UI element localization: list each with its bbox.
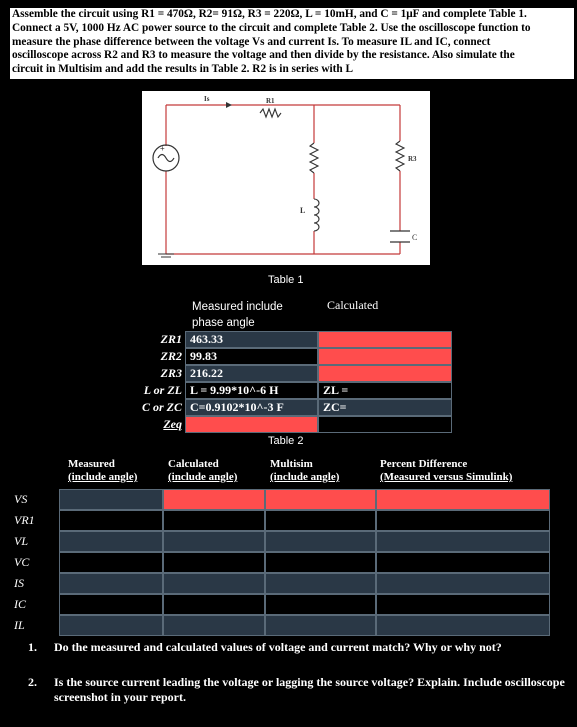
table2-header-measured: [68, 458, 137, 484]
table2-cell[interactable]: [265, 510, 376, 531]
header-line: Percent Difference: [380, 458, 468, 470]
table2-header-percent-difference: [380, 458, 512, 484]
table1-value-measured: 99.83: [190, 349, 217, 363]
table2-cell[interactable]: [163, 510, 265, 531]
instructions-paragraph: [10, 8, 574, 79]
resistor-r3-icon: [396, 141, 404, 171]
table2-row-label: IS: [14, 576, 24, 590]
table2-cell[interactable]: [376, 531, 550, 552]
table1-row-label: C or ZC: [141, 400, 182, 414]
table2-cell[interactable]: [163, 552, 265, 573]
table2-row-label: VC: [14, 555, 30, 569]
table2-cell[interactable]: [59, 615, 163, 636]
table1-value-measured: 463.33: [190, 332, 223, 346]
table2-cell[interactable]: [376, 489, 550, 510]
table1-caption: Table 1: [268, 274, 304, 286]
table2-row-label: IL: [14, 618, 25, 632]
label-r3: R3: [408, 155, 417, 163]
table2-cell[interactable]: [265, 594, 376, 615]
header-line: (include angle): [68, 471, 138, 483]
table2-cell[interactable]: [376, 594, 550, 615]
table1-cell-calculated[interactable]: [318, 416, 452, 433]
table2-cell[interactable]: [376, 552, 550, 573]
table1-row-label: ZR3: [160, 366, 182, 380]
circuit-schematic: [142, 91, 430, 265]
question-number: 1.: [28, 640, 37, 654]
label-is: Is: [204, 95, 210, 103]
table1-value-measured: 216.22: [190, 366, 223, 380]
table1-value-calculated: ZC=: [323, 400, 347, 414]
question-text: Do the measured and calculated values of voltage and current match? Why or why not?: [54, 640, 502, 654]
table2-cell[interactable]: [265, 552, 376, 573]
header-line: Measured: [68, 458, 115, 470]
instructions-line: Assemble the circuit using R1 = 470Ω, R2= 91Ω, R3 = 220Ω, L = 10mH, and C = 1μF and complete Table 1.: [12, 8, 527, 20]
question-1: [28, 640, 568, 672]
table1-cell-calculated[interactable]: [318, 331, 452, 348]
table2-cell[interactable]: [265, 573, 376, 594]
resistor-r1-icon: [260, 109, 281, 117]
table2-cell[interactable]: [59, 510, 163, 531]
table2-row-label: VS: [14, 492, 28, 506]
table2-cell[interactable]: [59, 573, 163, 594]
instructions-line: circuit in Multisim and add the results in Table 2. R2 is in series with L: [12, 63, 354, 76]
table1-row-label: ZR2: [160, 349, 182, 363]
instructions-line: measure the phase difference between the voltage Vs and current Is. To measure IL and IC, connect: [12, 35, 491, 48]
table2-cell[interactable]: [265, 531, 376, 552]
table2-cell[interactable]: [163, 594, 265, 615]
svg-text:C: C: [412, 233, 418, 242]
header-line: (Measured versus Simulink): [380, 471, 513, 483]
table2-cell[interactable]: [265, 615, 376, 636]
table2-header-calculated: [168, 458, 237, 484]
table1-row-label: L or ZL: [143, 383, 182, 397]
table1-row-label: Zeq: [163, 417, 182, 431]
table2-row-label: VR1: [14, 513, 35, 527]
instructions-line: Connect a 5V, 1000 Hz AC power source to the circuit and complete Table 2. Use the oscilloscope function to: [12, 21, 531, 34]
table2-cell[interactable]: [59, 552, 163, 573]
table1-cell-calculated[interactable]: [318, 348, 452, 365]
table2-cell[interactable]: [163, 615, 265, 636]
table2-cell[interactable]: [59, 594, 163, 615]
table1-value-measured: L = 9.99*10^-6 H: [190, 383, 279, 397]
table1-row-label: ZR1: [160, 332, 182, 346]
question-text: Is the source current leading the voltage or lagging the source voltage? Explain. Include oscilloscope screenshot in your report.: [54, 675, 565, 704]
table2-cell[interactable]: [265, 489, 376, 510]
table2-caption: Table 2: [268, 435, 304, 447]
header-line: Calculated: [168, 458, 219, 470]
label-l: L: [300, 206, 306, 215]
header-line: (include angle): [168, 471, 238, 483]
table1-cell-calculated[interactable]: [318, 365, 452, 382]
table2-header-multisim: [270, 458, 339, 484]
svg-text:+: +: [160, 144, 165, 153]
table1-header-calculated: Calculated: [327, 298, 379, 312]
question-number: 2.: [28, 675, 37, 689]
table1-header-measured: Measured include: [192, 301, 283, 313]
resistor-r2-icon: [310, 143, 318, 173]
header-line: Multisim: [270, 458, 313, 470]
table2-cell[interactable]: [376, 573, 550, 594]
table2-cell[interactable]: [376, 510, 550, 531]
table2-cell[interactable]: [163, 573, 265, 594]
table2-row-label: IC: [14, 597, 26, 611]
table2-cell[interactable]: [59, 489, 163, 510]
table2-cell[interactable]: [376, 615, 550, 636]
header-line: (include angle): [270, 471, 340, 483]
table1-value-calculated: ZL =: [323, 383, 349, 397]
table2-cell[interactable]: [59, 531, 163, 552]
table2-cell[interactable]: [163, 489, 265, 510]
inductor-icon: [314, 199, 319, 231]
label-r1: R1: [266, 97, 275, 105]
table2-cell[interactable]: [163, 531, 265, 552]
capacitor-icon: [390, 231, 410, 242]
table2-row-label: VL: [14, 534, 29, 548]
table1-value-measured: C=0.9102*10^-3 F: [190, 400, 284, 414]
question-2: [28, 675, 568, 707]
table1-header-measured-2: phase angle: [192, 317, 255, 329]
instructions-line: oscilloscope across R2 and R3 to measure the voltage and then divide by the resistance. Also simulate the: [12, 49, 515, 62]
table1-cell-measured[interactable]: [185, 416, 318, 433]
circuit-diagram: [142, 91, 430, 265]
